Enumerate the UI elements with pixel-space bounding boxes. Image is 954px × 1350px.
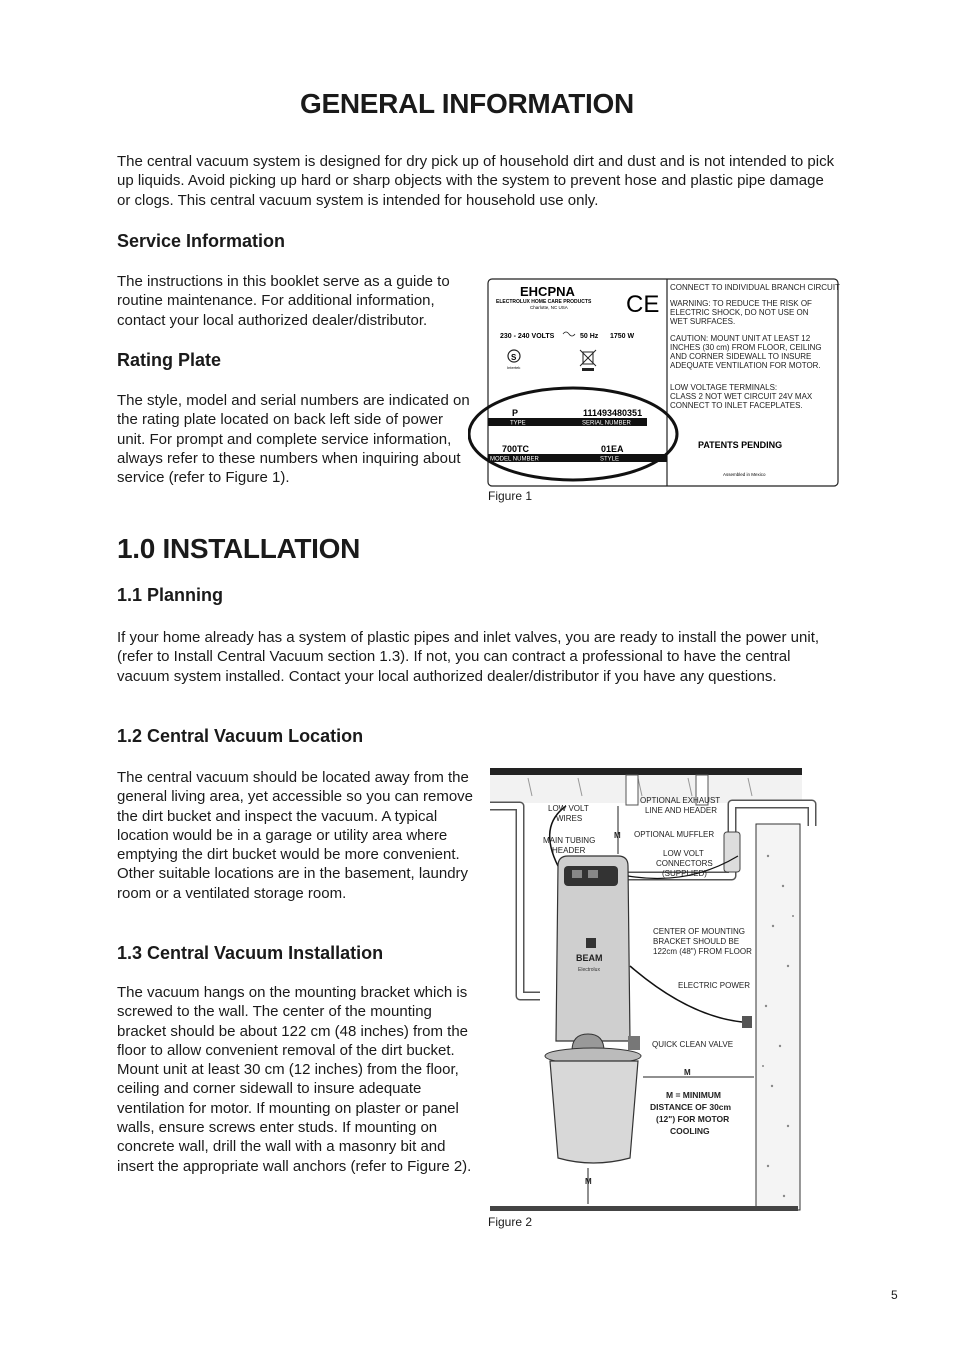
plate-lowvolt-3: CONNECT TO INLET FACEPLATES. (670, 401, 803, 410)
planning-heading: 1.1 Planning (117, 585, 224, 605)
plate-connect: CONNECT TO INDIVIDUAL BRANCH CIRCUIT (670, 283, 840, 292)
unit-brand: BEAM (576, 953, 603, 963)
service-paragraph: The instructions in this booklet serve as a guide to routine maintenance. For additional information, contact your local authorized dealer/distributor. (117, 273, 450, 329)
planning-paragraph: If your home already has a system of plastic pipes and inlet valves, you are ready to install the power unit, (refer to Install Central Vacuum section 1.3). If not, you can contract a professional to have the central vacuum system installed. Contact your local authorized dealer/distributor if you have any questions. (117, 629, 820, 685)
label-exhaust-2: LINE AND HEADER (645, 806, 718, 815)
figure2-caption: Figure 2 (488, 1215, 533, 1229)
style-value: 01EA (601, 444, 624, 454)
installation-title: 1.0 INSTALLATION (117, 533, 361, 564)
plate-lowvolt-2: CLASS 2 NOT WET CIRCUIT 24V MAX (670, 392, 813, 401)
type-label: TYPE (510, 420, 526, 427)
plate-warning-3: WET SURFACES. (670, 317, 736, 326)
label-exhaust-1: OPTIONAL EXHAUST (640, 796, 721, 805)
plate-warning-1: WARNING: TO REDUCE THE RISK OF (670, 299, 812, 308)
label-m-3: (12") FOR MOTOR (656, 1114, 730, 1124)
electrolux-logo-icon (586, 938, 596, 948)
plate-city: Charlotte, NC USA (530, 305, 568, 310)
serial-label: SERIAL NUMBER (582, 420, 631, 427)
page-title: GENERAL INFORMATION (300, 88, 634, 119)
model-value: 700TC (502, 444, 530, 454)
plate-hz: 50 Hz (580, 333, 599, 340)
plate-volts: 230 - 240 VOLTS (500, 333, 555, 340)
m-letter-side: M (684, 1068, 691, 1077)
label-electric: ELECTRIC POWER (678, 981, 751, 990)
label-low-volt-wires-2: WIRES (556, 814, 583, 823)
intro-paragraph: The central vacuum system is designed for dry pick up of household dirt and dust and is not intended to pick up liquids. Avoid picking up hard or sharp objects with the system to prevent hose and plastic pipe damage or clogs. This central vacuum system is intended for household use only. (117, 153, 835, 209)
label-low-volt-wires-1: LOW VOLT (548, 804, 589, 813)
installation-diagram (488, 766, 824, 1214)
label-connectors-2: CONNECTORS (656, 859, 713, 868)
location-paragraph: The central vacuum should be located away from the general living area, yet accessible so you can remove the dirt bucket and inspect the vacuum. A typical location would be in a garage or utility area where emptying the dirt bucket would be more convenient. Other suitable locations are in the basement, laundry room or a ventilated storage room. (117, 769, 474, 902)
serial-value: 111493480351 (583, 408, 643, 418)
label-quick-clean: QUICK CLEAN VALVE (652, 1040, 734, 1049)
ce-mark: CE (626, 291, 660, 318)
unit-sub: Electrolux (578, 967, 600, 973)
type-value: P (512, 408, 519, 418)
plate-watts: 1750 W (610, 333, 635, 340)
m-letter-top: M (614, 831, 621, 840)
style-label: STYLE (600, 456, 620, 463)
page-number: 5 (891, 1288, 898, 1302)
plate-warning-2: ELECTRIC SHOCK, DO NOT USE ON (670, 308, 809, 317)
rating-paragraph: The style, model and serial numbers are indicated on the rating plate located on back left side of power unit. For prompt and complete service information, always refer to these numbers when inquiring about service (refer to Figure 1). (117, 392, 470, 487)
plate-assembled: Assembled in Mexico (723, 472, 766, 477)
svg-text:S: S (511, 353, 517, 362)
label-center-3: 122cm (48") FROM FLOOR (653, 947, 752, 956)
service-heading: Service Information (117, 231, 286, 251)
label-m-2: DISTANCE OF 30cm (650, 1102, 732, 1112)
model-label: MODEL NUMBER (490, 456, 539, 463)
plate-caution-2: INCHES (30 cm) FROM FLOOR, CEILING (670, 343, 822, 352)
plate-maker: ELECTROLUX HOME CARE PRODUCTS (496, 299, 592, 305)
install-heading: 1.3 Central Vacuum Installation (117, 943, 384, 963)
install-paragraph: The vacuum hangs on the mounting bracket which is screwed to the wall. The center of the mounting bracket should be about 122 cm (48 inches) from the floor to allow convenient removal of the dirt bucket. Mount unit at least 30 cm (12 inches) from the floor, ceiling and corner sidewall to insure adequate ventilation for motor. If mounting on plaster or panel walls, ensure screws enter studs. If mounting on concrete wall, drill the wall with a masonry bit and insert the appropriate wall anchors (refer to Figure 2). (117, 984, 472, 1175)
label-main-tubing-2: HEADER (552, 846, 586, 855)
label-connectors-3: (SUPPLIED) (662, 869, 707, 878)
plate-caution-4: ADEQUATE VENTILATION FOR MOTOR. (670, 361, 821, 370)
plate-caution-3: AND CORNER SIDEWALL TO INSURE (670, 352, 812, 361)
label-center-2: BRACKET SHOULD BE (653, 937, 740, 946)
plate-patents: PATENTS PENDING (698, 440, 783, 450)
label-muffler: OPTIONAL MUFFLER (634, 830, 715, 839)
label-center-1: CENTER OF MOUNTING (653, 927, 745, 936)
figure1-caption: Figure 1 (488, 489, 533, 503)
plate-caution-1: CAUTION: MOUNT UNIT AT LEAST 12 (670, 334, 811, 343)
plate-brand: EHCPNA (520, 284, 575, 299)
rating-heading: Rating Plate (117, 350, 222, 370)
label-m-4: COOLING (670, 1126, 710, 1136)
label-main-tubing-1: MAIN TUBING (543, 836, 596, 845)
m-letter-bottom: M (585, 1177, 592, 1186)
plate-intertek: Intertek (507, 365, 521, 370)
location-heading: 1.2 Central Vacuum Location (117, 726, 364, 746)
label-m-1: M = MINIMUM (666, 1090, 722, 1100)
rating-plate-figure (468, 276, 842, 488)
label-connectors-1: LOW VOLT (663, 849, 704, 858)
plate-lowvolt-1: LOW VOLTAGE TERMINALS: (670, 383, 778, 392)
